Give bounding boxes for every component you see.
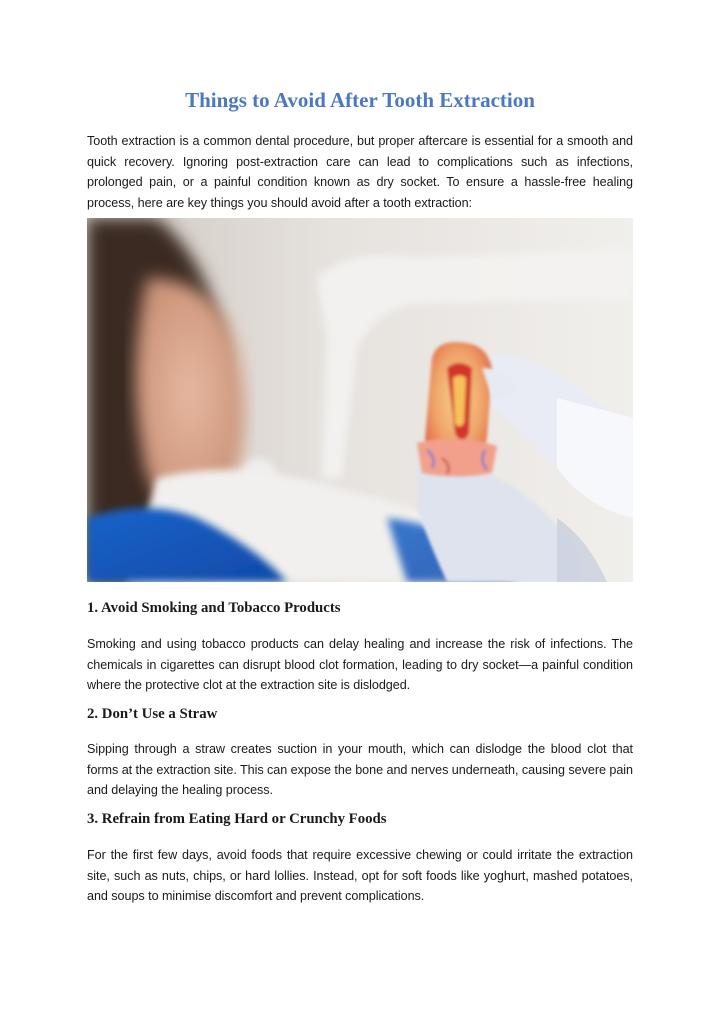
section-heading-1: 1. Avoid Smoking and Tobacco Products [87,600,341,616]
section-body-3: For the first few days, avoid foods that require excessive chewing or could irritate the extraction site, such as nuts, chips, or hard lollies. Instead, opt for soft foods like yoghurt, mashed potatoes, and soups to minimise discomfort and prevent complications. [87,848,633,903]
section-body-1: Smoking and using tobacco products can delay healing and increase the risk of infections. The chemicals in cigarettes can disrupt blood clot formation, leading to dry socket—a painful condition where the protective clot at the extraction site is dislodged. [87,637,633,692]
hero-photo-dentist-tooth-model [87,218,633,582]
intro-paragraph: Tooth extraction is a common dental procedure, but proper aftercare is essential for a smooth and quick recovery. Ignoring post-extraction care can lead to complications such as infections, prolonged pain, or a painful condition known as dry socket. To ensure a hassle-free healing process, here are key things you should avoid after a tooth extraction: [87,134,633,210]
page-title: Things to Avoid After Tooth Extraction [185,88,535,112]
section-heading-2: 2. Don’t Use a Straw [87,706,218,722]
section-heading-3: 3. Refrain from Eating Hard or Crunchy Foods [87,811,387,827]
section-body-2: Sipping through a straw creates suction in your mouth, which can dislodge the blood clot that forms at the extraction site. This can expose the bone and nerves underneath, causing severe pain and delaying the healing process. [87,742,633,797]
